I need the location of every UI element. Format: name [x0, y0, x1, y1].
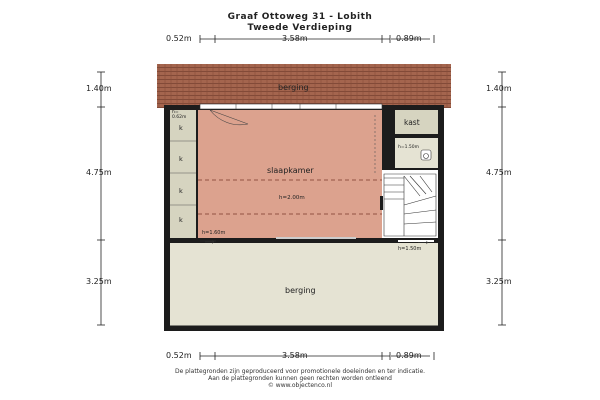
left-dim-middle: 4.75m — [86, 168, 112, 177]
disclaimer-line-1: De plattegronden zijn geproduceerd voor promotionele doeleinden en ter indicatie. — [174, 368, 426, 375]
room-label-slaapkamer: slaapkamer — [267, 166, 314, 175]
plan-title: Graaf Ottoweg 31 - Lobith — [227, 12, 373, 22]
right-dim-top: 1.40m — [486, 84, 512, 93]
room-label-berging-top: berging — [278, 83, 309, 92]
floor-subtitle: Tweede Verdieping — [247, 23, 353, 33]
top-dim-middle: 3.58m — [282, 34, 308, 43]
knee-wall-label: k — [179, 187, 183, 195]
knee-wall-label: k — [179, 155, 183, 163]
right-dimension-line — [498, 72, 506, 325]
height-label-150-closet: h=1.50m — [398, 145, 420, 150]
disclaimer-line-2: Aan de plattegronden kunnen geen rechten worden ontleend — [208, 375, 392, 382]
room-label-kast: kast — [404, 118, 420, 127]
bottom-dim-right: 0.89m — [396, 351, 422, 360]
berging-bottom-room — [170, 243, 438, 326]
window-strip — [200, 104, 382, 109]
height-label-062-value: 0.62m — [172, 115, 187, 120]
utility-closet — [395, 138, 438, 168]
knee-wall-label: k — [179, 124, 183, 132]
knee-wall-column — [170, 110, 196, 238]
room-label-berging-bottom: berging — [285, 286, 316, 295]
left-dim-bottom: 3.25m — [86, 277, 112, 286]
bottom-dim-middle: 3.58m — [282, 351, 308, 360]
stairwell — [382, 170, 438, 238]
bottom-dim-left: 0.52m — [166, 351, 192, 360]
left-dim-top: 1.40m — [86, 84, 112, 93]
knee-wall-label: k — [179, 216, 183, 224]
slaapkamer-height: h=2.00m — [279, 195, 305, 201]
left-dimension-line — [97, 72, 105, 325]
top-dim-left: 0.52m — [166, 34, 192, 43]
right-dim-middle: 4.75m — [486, 168, 512, 177]
right-dim-bottom: 3.25m — [486, 277, 512, 286]
height-label-062-prefix: h= — [172, 110, 179, 115]
top-dim-right: 0.89m — [396, 34, 422, 43]
height-label-150-storage: h=1.50m — [398, 246, 422, 252]
copyright-line: © www.objectenco.nl — [267, 382, 333, 389]
height-label-160: h=1.60m — [202, 230, 226, 236]
height-label-062 — [172, 110, 186, 120]
